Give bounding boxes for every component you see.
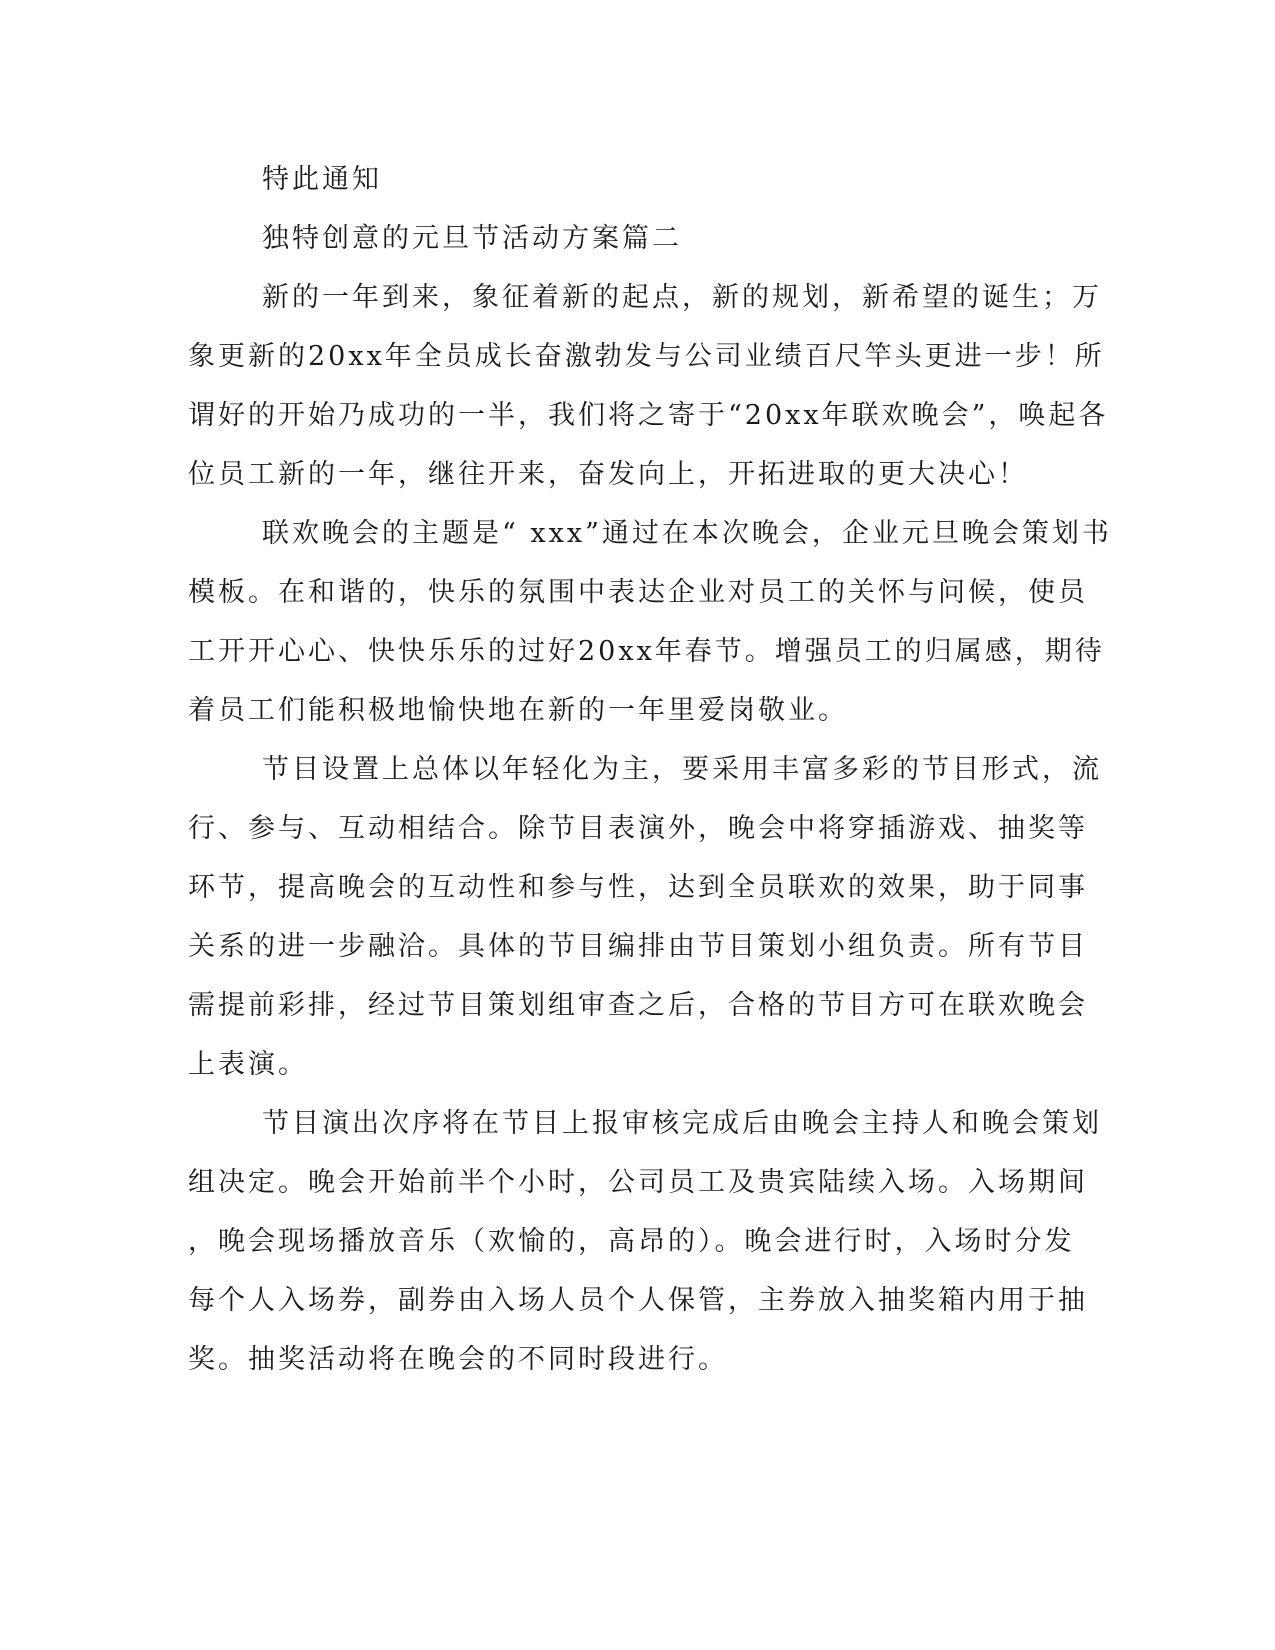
text-line: 环节，提高晚会的互动性和参与性，达到全员联欢的效果，助于同事 <box>188 872 1088 903</box>
text-line: 行、参与、互动相结合。除节目表演外，晚会中将穿插游戏、抽奖等 <box>188 813 1088 844</box>
text-line: 奖。抽奖活动将在晚会的不同时段进行。 <box>188 1344 728 1375</box>
text-line: 谓好的开始乃成功的一半，我们将之寄于“20xx年联欢晚会”，唤起各 <box>188 400 1109 431</box>
text-line: 上表演。 <box>188 1049 308 1080</box>
text-line: 节目设置上总体以年轻化为主，要采用丰富多彩的节目形式，流 <box>262 754 1102 785</box>
text-line: 节目演出次序将在节目上报审核完成后由晚会主持人和晚会策划 <box>262 1108 1102 1139</box>
text-line: 象更新的20xx年全员成长奋激勃发与公司业绩百尺竿头更进一步！所 <box>188 341 1105 372</box>
text-line: 每个人入场券，副券由入场人员个人保管，主券放入抽奖箱内用于抽 <box>188 1285 1088 1316</box>
text-line: 位员工新的一年，继往开来，奋发向上，开拓进取的更大决心！ <box>188 459 1028 490</box>
text-line: 着员工们能积极地愉快地在新的一年里爱岗敬业。 <box>188 695 848 726</box>
text-line: 新的一年到来，象征着新的起点，新的规划，新希望的诞生；万 <box>262 282 1102 313</box>
text-line: 模板。在和谐的，快乐的氛围中表达企业对员工的关怀与问候，使员 <box>188 577 1088 608</box>
text-line: 工开开心心、快快乐乐的过好20xx年春节。增强员工的归属感，期待 <box>188 636 1105 667</box>
section-heading: 独特创意的元旦节活动方案篇二 <box>262 223 682 254</box>
text-line: 需提前彩排，经过节目策划组审查之后，合格的节目方可在联欢晚会 <box>188 990 1088 1021</box>
text-line: 关系的进一步融洽。具体的节目编排由节目策划小组负责。所有节目 <box>188 931 1088 962</box>
text-line: 组决定。晚会开始前半个小时，公司员工及贵宾陆续入场。入场期间 <box>188 1167 1088 1198</box>
text-line: 联欢晚会的主题是“ xxx”通过在本次晚会，企业元旦晚会策划书 <box>262 518 1112 549</box>
notice-closing: 特此通知 <box>262 164 382 195</box>
text-line: ，晚会现场播放音乐（欢愉的，高昂的）。晚会进行时，入场时分发 <box>188 1226 1075 1257</box>
